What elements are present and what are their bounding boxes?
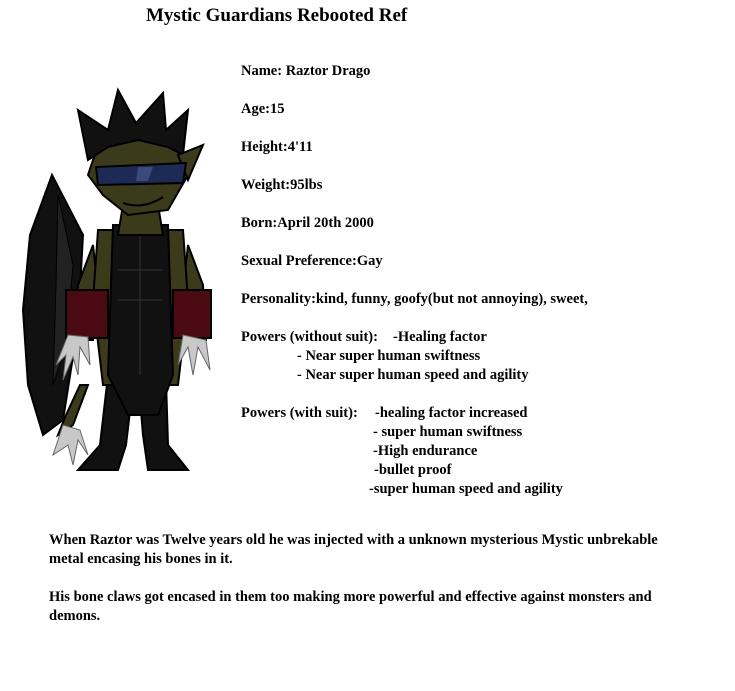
- foot-claws: [53, 425, 88, 465]
- weight-field: Weight:95lbs: [241, 177, 323, 193]
- power-item: -super human speed and agility: [369, 481, 563, 497]
- right-arm-band: [173, 290, 211, 338]
- name-field: Name: Raztor Drago: [241, 63, 371, 79]
- personality-field: Personality:kind, funny, goofy(but not annoying), sweet,: [241, 291, 588, 307]
- power-item: -healing factor increased: [375, 405, 528, 421]
- power-item: - Near super human swiftness: [297, 348, 481, 364]
- power-item: - Near super human speed and agility: [297, 367, 529, 383]
- power-item: - super human swiftness: [373, 424, 523, 440]
- bio-paragraph: His bone claws got encased in them too making more powerful and effective against monsters and demons.: [49, 589, 652, 624]
- height-field: Height:4'11: [241, 139, 313, 155]
- power-item: -bullet proof: [374, 462, 452, 478]
- powers-with-suit-label: Powers (with suit):: [241, 405, 358, 421]
- power-item: -High endurance: [373, 443, 478, 459]
- born-field: Born:April 20th 2000: [241, 215, 374, 231]
- character-drawing: [18, 85, 218, 475]
- sexual-preference-field: Sexual Preference:Gay: [241, 253, 383, 269]
- powers-without-suit-label: Powers (without suit):: [241, 329, 378, 345]
- bio-paragraph: When Raztor was Twelve years old he was injected with a unknown mysterious Mystic unbrekable metal encasing his bones in it.: [49, 532, 658, 567]
- age-field: Age:15: [241, 101, 285, 117]
- left-arm-band: [66, 290, 108, 338]
- page-title: Mystic Guardians Rebooted Ref: [146, 5, 408, 26]
- right-claws: [178, 335, 210, 375]
- power-item: -Healing factor: [393, 329, 487, 345]
